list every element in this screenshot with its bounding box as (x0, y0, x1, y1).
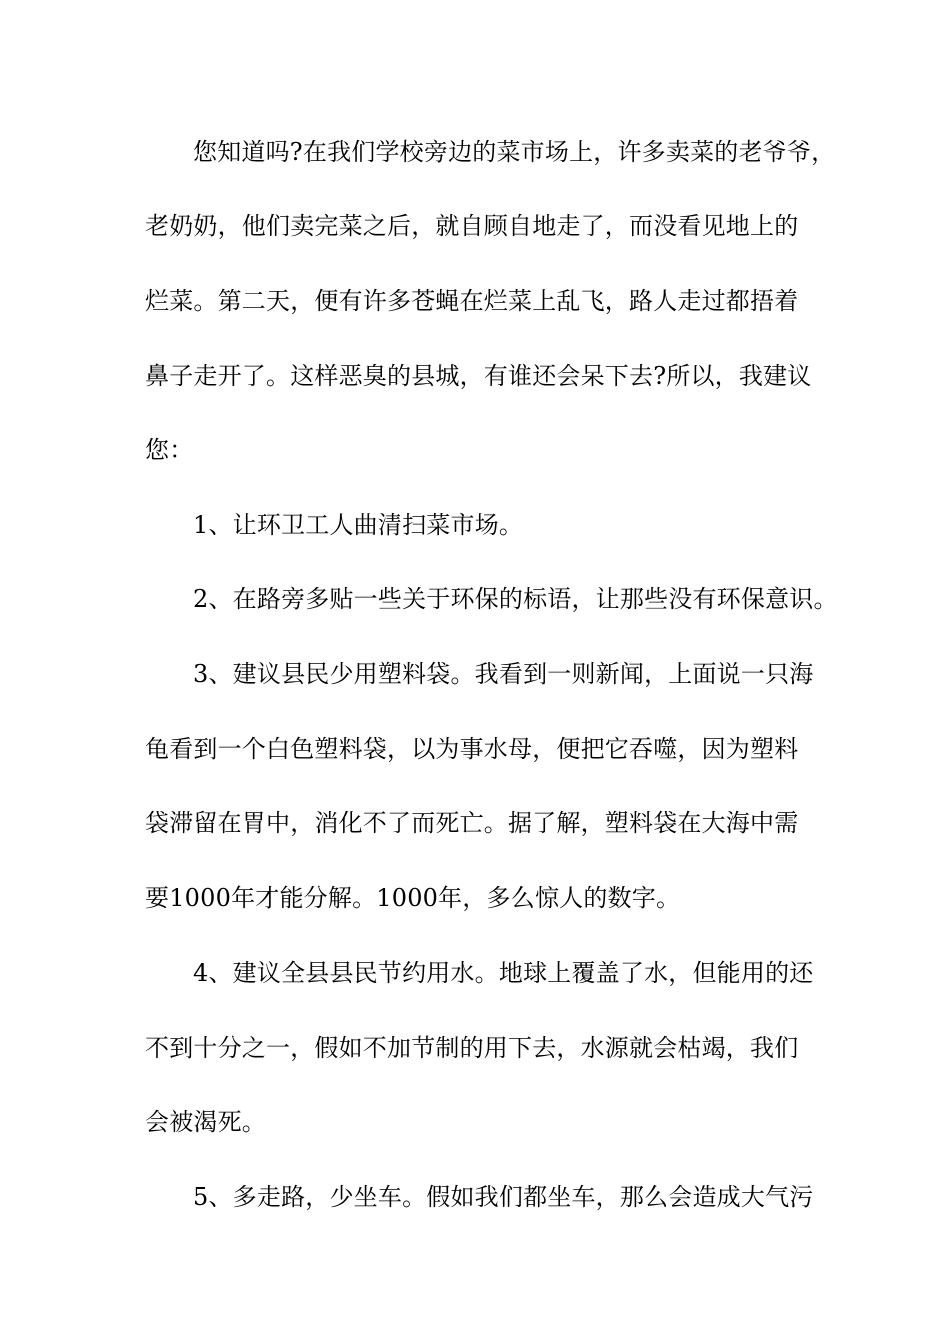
suggestion-5-line-1: 5、多走路，少坐车。假如我们都坐车，那么会造成大气污 (193, 1183, 814, 1211)
suggestion-3-line-2: 龟看到一个白色塑料袋，以为事水母，便把它吞噬，因为塑料 (145, 735, 799, 763)
suggestion-4-line-3: 会被渴死。 (145, 1108, 266, 1136)
suggestion-4-line-1: 4、建议全县县民节约用水。地球上覆盖了水，但能用的还 (193, 959, 814, 987)
paragraph-1-line-5: 您： (145, 436, 194, 464)
paragraph-1-line-1: 您知道吗?在我们学校旁边的菜市场上，许多卖菜的老爷爷， (193, 138, 836, 166)
suggestion-4-line-2: 不到十分之一，假如不加节制的用下去，水源就会枯竭，我们 (145, 1034, 799, 1062)
suggestion-1: 1、让环卫工人曲清扫菜市场。 (193, 511, 524, 539)
suggestion-2: 2、在路旁多贴一些关于环保的标语，让那些没有环保意识。 (193, 585, 838, 613)
suggestion-3-line-1: 3、建议县民少用塑料袋。我看到一则新闻，上面说一只海 (193, 660, 814, 688)
paragraph-1-line-4: 鼻子走开了。这样恶臭的县城，有谁还会呆下去?所以，我建议 (145, 362, 812, 390)
paragraph-1-line-3: 烂菜。第二天，便有许多苍蝇在烂菜上乱飞，路人走过都捂着 (145, 287, 799, 315)
suggestion-3-line-3: 袋滞留在胃中，消化不了而死亡。据了解，塑料袋在大海中需 (145, 809, 799, 837)
suggestion-3-line-4: 要1000年才能分解。1000年，多么惊人的数字。 (145, 884, 681, 912)
paragraph-1-line-2: 老奶奶，他们卖完菜之后，就自顾自地走了，而没看见地上的 (145, 212, 799, 240)
